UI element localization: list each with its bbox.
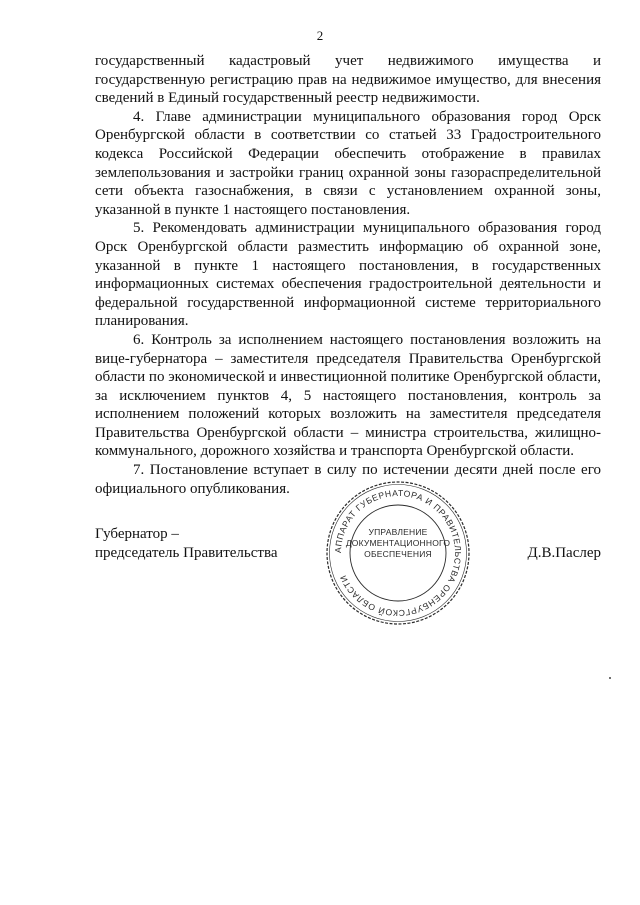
stamp-center-line-3: ОБЕСПЕЧЕНИЯ bbox=[364, 549, 432, 559]
paragraph-item-4: 4. Главе администрации муниципального образования город Орск Оренбургской области в соответствии со статьей 33 Градостроительного кодекса Российской Федерации обеспечить отображение в правилах землепользования и застройки границ охранной зоны газораспределительной сети объекта газоснабжения, в связи с установлением охранной зоны, указанной в пункте 1 настоящего постановления. bbox=[95, 108, 601, 218]
stamp-center-text bbox=[323, 527, 473, 560]
paragraph-item-6: 6. Контроль за исполнением настоящего постановления возложить на вице-губернатора – заместителя председателя Правительства Оренбургской области по экономической и инвестиционной политике Оренбургской области, за исключением пунктов 4, 5 настоящего постановления, контроль за исполнением положений которых возложить на заместителя председателя Правительства Оренбургской области – министра строительства, жилищно-коммунального, дорожного хозяйства и транспорта Оренбургской области. bbox=[95, 331, 601, 460]
official-stamp bbox=[323, 478, 473, 628]
paragraph-continuation: государственный кадастровый учет недвижимого имущества и государственную регистрацию прав на недвижимое имущество, для внесения сведений в Единый государственный реестр недвижимости. bbox=[95, 53, 601, 107]
paragraph-item-7: 7. Постановление вступает в силу по истечении десяти дней после его официального опубликования. bbox=[95, 462, 601, 497]
stamp-center-line-1: УПРАВЛЕНИЕ bbox=[368, 527, 428, 537]
page-number: 2 bbox=[316, 28, 324, 43]
scan-speck bbox=[609, 677, 611, 679]
signatory-name: Д.В.Паслер bbox=[527, 545, 601, 561]
stamp-ring-text: АППАРАТ ГУБЕРНАТОРА И ПРАВИТЕЛЬСТВА ОРЕНБУРГСКОЙ ОБЛАСТИ bbox=[332, 487, 464, 619]
paragraph-item-5: 5. Рекомендовать администрации муниципального образования город Орск Оренбургской области разместить информацию об охранной зоне, указанной в пункте 1 настоящего постановления, в государственных информационных системах обеспечения градостроительной деятельности и федеральной государственной информационной системе территориального планирования. bbox=[95, 220, 601, 330]
stamp-center-line-2: ДОКУМЕНТАЦИОННОГО bbox=[345, 538, 451, 548]
signatory-title-line-2: председатель Правительства bbox=[95, 545, 278, 561]
signatory-title bbox=[95, 525, 278, 563]
document-body bbox=[95, 52, 601, 498]
signatory-title-line-1: Губернатор – bbox=[95, 526, 179, 542]
